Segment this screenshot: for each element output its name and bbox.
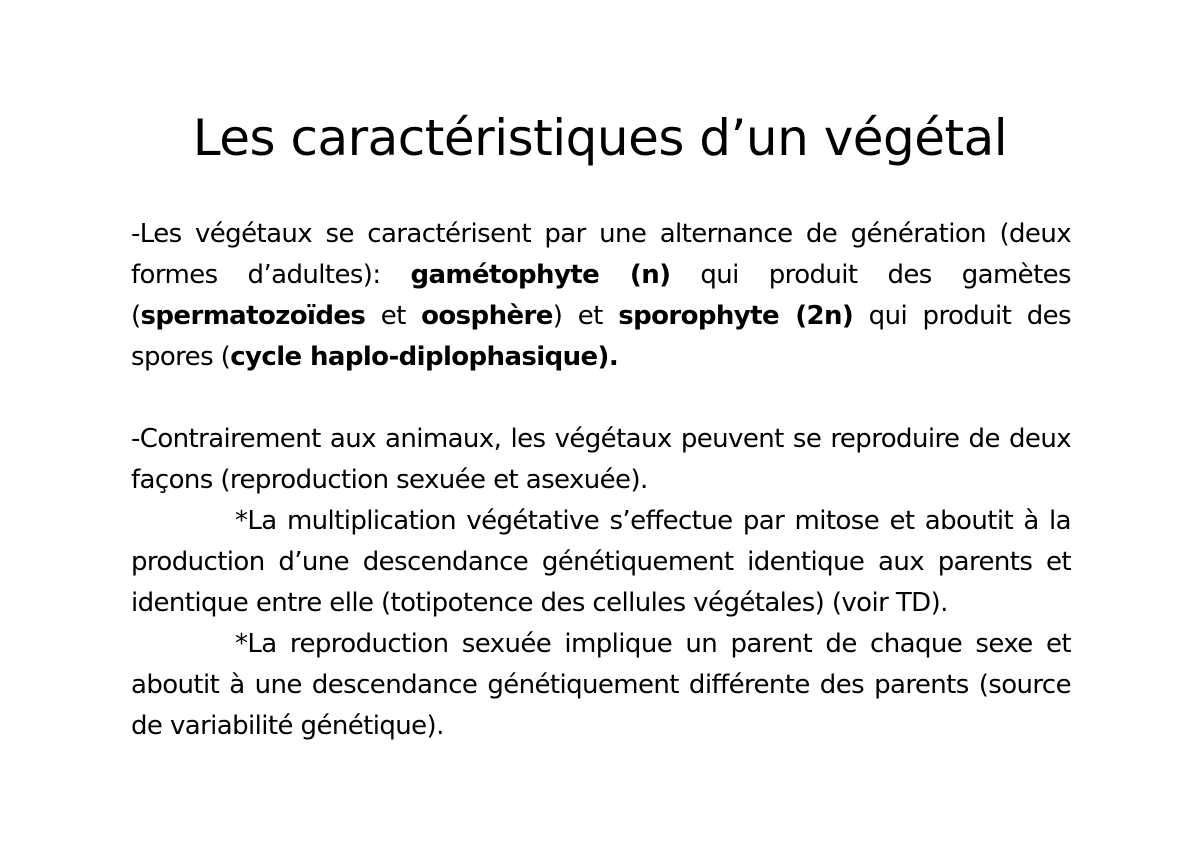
bold-term: sporophyte (2n) [618,301,854,331]
text: ) et [552,301,619,331]
text: -Les végétaux se caractérisent par une alternance de génération (deux formes d’adultes): [131,219,1071,290]
bold-term: cycle haplo-diplophasique). [230,342,619,372]
paragraph-alternance [131,214,1071,378]
bold-term: gamétophyte (n) [410,260,671,290]
text: qui produit des gamètes ( [131,260,1071,331]
bold-term: oosphère [421,301,553,331]
page-title: Les caractéristiques d’un végétal [192,109,1008,167]
paragraph-multiplication: *La multiplication végétative s’effectue par mitose et aboutit à la production d’une descendance génétiquement identique aux parents et identique entre elle (totipotence des cellules végétales) (voir TD). [131,506,1071,618]
paragraph-reproduction: -Contrairement aux animaux, les végétaux peuvent se reproduire de deux façons (reproduction sexuée et asexuée). [131,424,1071,495]
text: qui produit des spores ( [131,301,1071,372]
paragraph-sexuee: *La reproduction sexuée implique un parent de chaque sexe et aboutit à une descendance génétiquement différente des parents (source de variabilité génétique). [131,629,1071,741]
bold-term: spermatozoïdes [140,301,366,331]
text: et [365,301,422,331]
slide-body [131,214,1071,747]
